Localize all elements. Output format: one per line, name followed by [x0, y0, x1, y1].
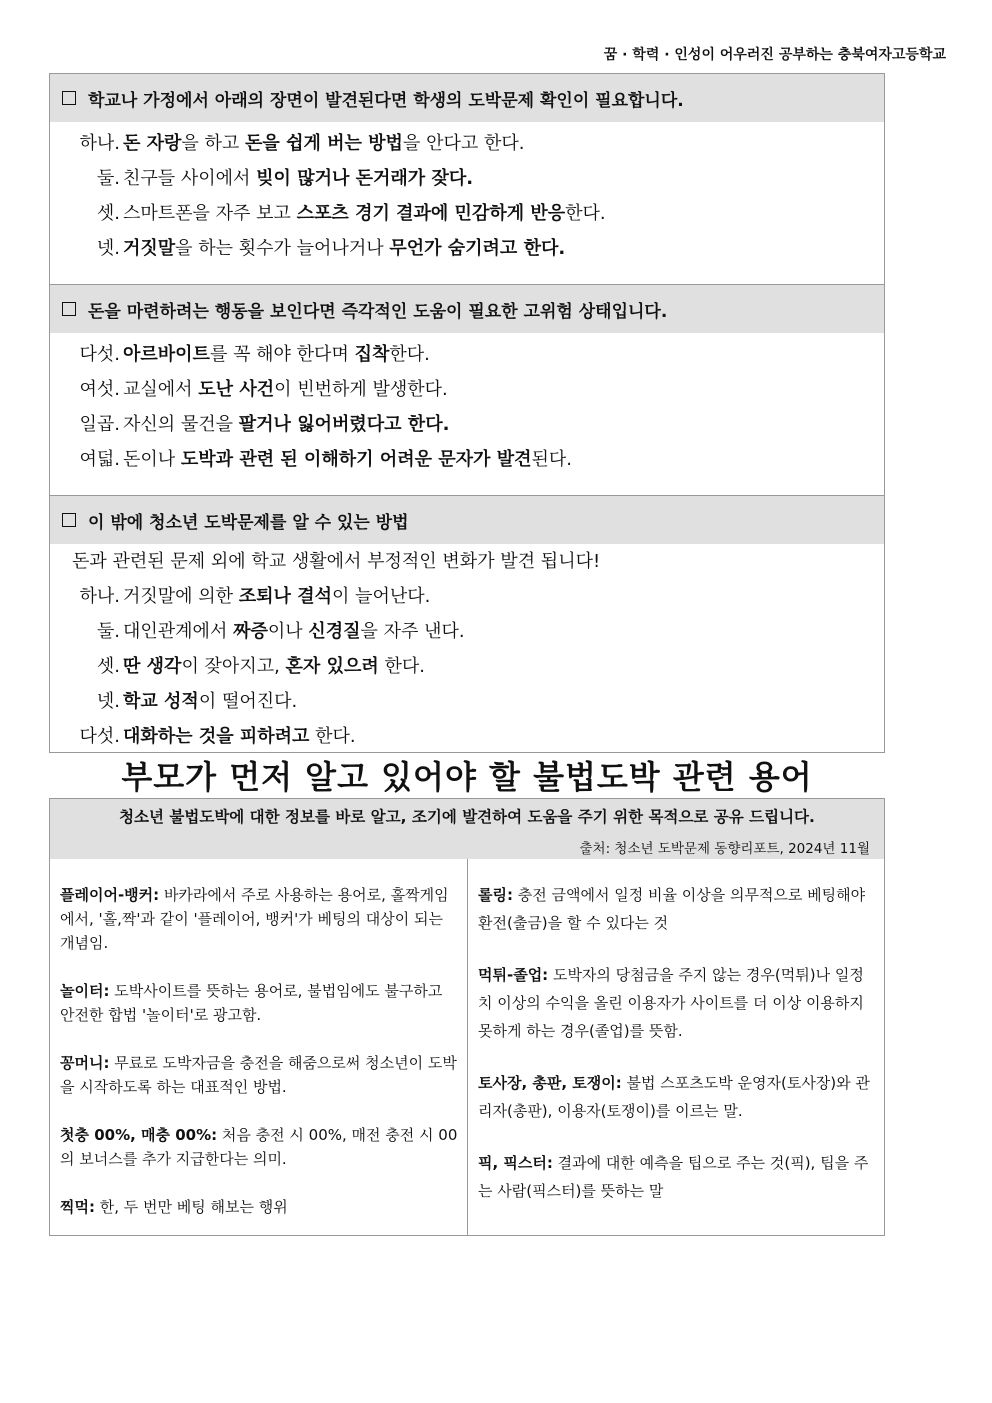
term-name: 픽, 픽스터:	[478, 1154, 553, 1172]
sign-item	[68, 196, 884, 231]
term-description: 무료로 도박자금을 충전을 해줌으로써 청소년이 도박을 시작하도록 하는 대표적인 방법.	[60, 1054, 457, 1096]
sign-list	[50, 122, 884, 266]
glossary-header	[50, 799, 884, 859]
checkbox-square-icon	[62, 513, 76, 527]
glossary-box	[49, 798, 885, 1236]
term-description: 처음 충전 시 00%, 매전 충전 시 00의 보너스를 추가 지급한다는 의미.	[60, 1126, 458, 1168]
emphasis-text: 집착	[354, 344, 390, 365]
section-title: 이 밖에 청소년 도박문제를 알 수 있는 방법	[88, 512, 409, 533]
sign-item	[68, 231, 884, 266]
emphasis-text: 빚이 많거나 돈거래가 잦다.	[256, 168, 474, 189]
item-number: 여덟.	[79, 449, 120, 470]
emphasis-text: 학교 성적	[123, 691, 199, 712]
sign-list	[50, 333, 884, 477]
item-number: 하나.	[79, 586, 120, 607]
section-header	[50, 496, 884, 544]
term-description: 불법 스포츠도박 운영자(토사장)와 관리자(총판), 이용자(토쟁이)를 이르는 말.	[478, 1074, 870, 1120]
item-number: 다섯.	[79, 344, 120, 365]
glossary-term	[478, 1149, 876, 1205]
checkbox-square-icon	[62, 302, 76, 316]
item-text: 이 빈번하게 발생한다.	[274, 379, 448, 400]
section-header	[50, 285, 884, 333]
item-number: 둘.	[96, 621, 120, 642]
emphasis-text: 돈을 쉽게 버는 방법	[245, 133, 403, 154]
emphasis-text: 신경질	[308, 621, 361, 642]
glossary-term	[60, 1051, 459, 1099]
sign-list	[68, 579, 884, 754]
term-description: 결과에 대한 예측을 팁으로 주는 것(픽), 팁을 주는 사람(픽스터)를 뜻하는 말	[478, 1154, 869, 1200]
glossary-term	[60, 1195, 459, 1219]
term-name: 먹튀-졸업:	[478, 966, 549, 984]
section-title: 돈을 마련하려는 행동을 보인다면 즉각적인 도움이 필요한 고위험 상태입니다.	[88, 301, 668, 322]
term-description: 충전 금액에서 일정 비율 이상을 의무적으로 베팅해야 환전(출금)을 할 수 있다는 것	[478, 886, 866, 932]
item-text: 을 하는 횟수가 늘어나거나	[175, 238, 390, 259]
item-text: 이나	[267, 621, 309, 642]
glossary-term	[60, 883, 459, 955]
item-number: 넷.	[96, 691, 120, 712]
emphasis-text: 조퇴나 결석	[238, 586, 332, 607]
glossary-column-left	[50, 859, 468, 1235]
item-number: 여섯.	[79, 379, 120, 400]
glossary-source: 출처: 청소년 도박문제 동향리포트, 2024년 11월	[579, 841, 870, 857]
term-name: 첫충 00%, 매충 00%:	[60, 1126, 218, 1144]
item-text: 친구들 사이에서	[123, 168, 257, 189]
item-text: 이 떨어진다.	[198, 691, 298, 712]
item-text: 교실에서	[123, 379, 199, 400]
term-description: 도박자의 당첨금을 주지 않는 경우(먹튀)나 일정 치 이상의 수익을 올린 이용자가 사이트를 더 이상 이용하지 못하게 하는 경우(졸업)를 뜻함.	[478, 966, 864, 1040]
section-intro: 돈과 관련된 문제 외에 학교 생활에서 부정적인 변화가 발견 됩니다!	[72, 551, 601, 572]
item-text: 한다.	[389, 344, 430, 365]
school-slogan: 꿈 · 학력 · 인성이 어우러진 공부하는 충북여자고등학교	[603, 47, 946, 63]
sign-item	[68, 719, 884, 754]
term-name: 플레이어-뱅커:	[60, 886, 160, 904]
sign-item	[68, 126, 884, 161]
item-number: 둘.	[96, 168, 120, 189]
item-text: 된다.	[531, 449, 572, 470]
term-name: 찍먹:	[60, 1198, 95, 1216]
emphasis-text: 딴 생각	[123, 656, 182, 677]
term-name: 꽁머니:	[60, 1054, 110, 1072]
item-number: 셋.	[96, 203, 120, 224]
glossary-term	[478, 961, 876, 1045]
term-description: 도박사이트를 뜻하는 용어로, 불법임에도 불구하고 안전한 합법 '놀이터'로 광고함.	[60, 982, 443, 1024]
item-text: 거짓말에 의한	[123, 586, 239, 607]
item-number: 하나.	[79, 133, 120, 154]
item-text: 을 자주 낸다.	[360, 621, 465, 642]
item-number: 넷.	[96, 238, 120, 259]
item-text: 를 꼭 해야 한다며	[209, 344, 355, 365]
sign-item	[68, 614, 884, 649]
item-number: 셋.	[96, 656, 120, 677]
term-name: 토사장, 총판, 토쟁이:	[478, 1074, 622, 1092]
section-other-signs	[49, 495, 885, 753]
emphasis-text: 짜증	[233, 621, 268, 642]
section-warning-signs	[49, 73, 885, 285]
glossary-term	[60, 979, 459, 1027]
sign-item	[68, 649, 884, 684]
section-header	[50, 74, 884, 122]
item-text: 한다.	[309, 726, 356, 747]
emphasis-text: 도박과 관련 된 이해하기 어려운 문자가 발견	[180, 449, 532, 470]
term-name: 롤링:	[478, 886, 513, 904]
item-text: 이 잦아지고,	[181, 656, 286, 677]
glossary-column-right	[468, 859, 884, 1235]
item-text: 을 안다고 한다.	[402, 133, 525, 154]
sign-item	[68, 372, 884, 407]
emphasis-text: 대화하는 것을 피하려고	[123, 726, 310, 747]
glossary-term	[60, 1123, 459, 1171]
section-high-risk-signs	[49, 284, 885, 496]
checkbox-square-icon	[62, 91, 76, 105]
sign-item	[68, 684, 884, 719]
sign-item	[68, 407, 884, 442]
emphasis-text: 스포츠 경기 결과에 민감하게 반응	[296, 203, 566, 224]
emphasis-text: 돈 자랑	[123, 133, 182, 154]
sign-item	[68, 161, 884, 196]
item-text: 한다.	[378, 656, 425, 677]
glossary-heading: 부모가 먼저 알고 있어야 할 불법도박 관련 용어	[121, 758, 813, 796]
item-text: 대인관계에서	[123, 621, 234, 642]
sign-item	[68, 337, 884, 372]
emphasis-text: 무언가 숨기려고 한다.	[389, 238, 566, 259]
glossary-term	[478, 1069, 876, 1125]
term-description: 한, 두 번만 베팅 해보는 행위	[94, 1198, 288, 1216]
item-text: 한다.	[565, 203, 606, 224]
emphasis-text: 도난 사건	[198, 379, 275, 400]
glossary-intro: 청소년 불법도박에 대한 정보를 바로 알고, 조기에 발견하여 도움을 주기 위한 목적으로 공유 드립니다.	[119, 808, 815, 826]
sign-item	[68, 442, 884, 477]
item-text: 돈이나	[123, 449, 181, 470]
sign-item	[68, 579, 884, 614]
glossary-term	[478, 881, 876, 937]
section-title: 학교나 가정에서 아래의 장면이 발견된다면 학생의 도박문제 확인이 필요합니다.	[88, 90, 684, 111]
item-number: 일곱.	[79, 414, 120, 435]
item-number: 다섯.	[79, 726, 120, 747]
item-text: 스마트폰을 자주 보고	[123, 203, 297, 224]
item-text: 을 하고	[181, 133, 246, 154]
emphasis-text: 팔거나 잃어버렸다고 한다.	[238, 414, 450, 435]
item-text: 이 늘어난다.	[332, 586, 431, 607]
item-text: 자신의 물건을	[123, 414, 239, 435]
term-description: 바카라에서 주로 사용하는 용어로, 홀짝게임에서, '홀,짝'과 같이 '플레이어, 뱅커'가 베팅의 대상이 되는 개념임.	[60, 886, 449, 952]
emphasis-text: 거짓말	[123, 238, 176, 259]
emphasis-text: 아르바이트	[123, 344, 210, 365]
emphasis-text: 혼자 있으려	[285, 656, 379, 677]
term-name: 놀이터:	[60, 982, 110, 1000]
